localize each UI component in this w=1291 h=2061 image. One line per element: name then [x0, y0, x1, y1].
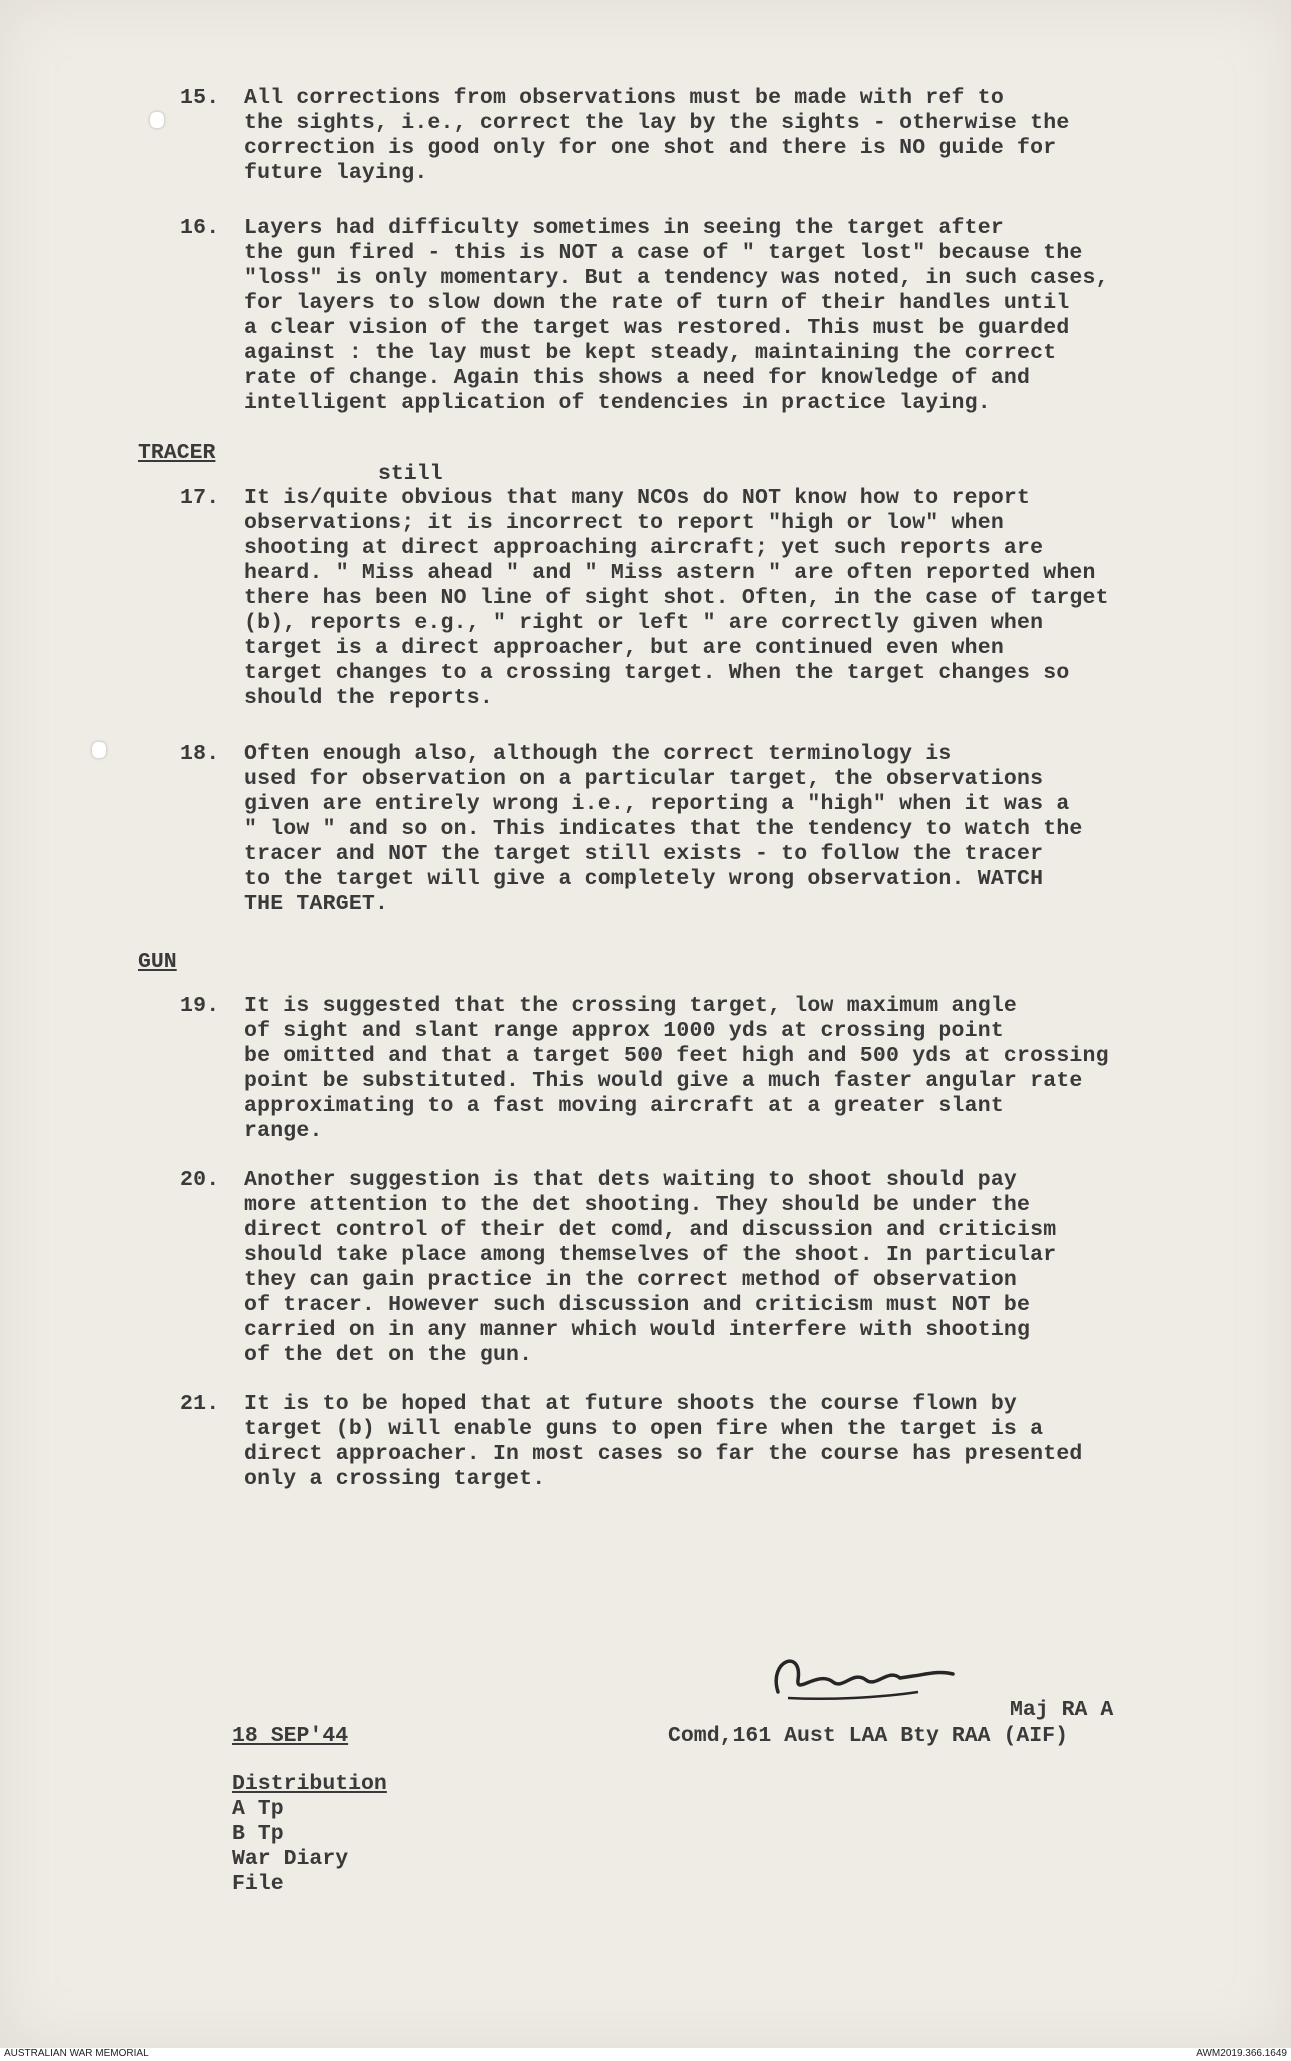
paragraph-text: It is/quite obvious that many NCOs do NOT know how to report observations; it is incorrect to report "high or low" when shooting at direct approaching aircraft; yet such reports are heard. " Miss ahead " and " Miss astern " are often reported when there has been NO line of sight shot. Often, in the case of target (b), reports e.g., " right or left " are correctly given when target is a direct approacher, but are continued even when target changes to a crossing target. When the target changes so should the reports. [244, 486, 1109, 710]
paragraph-number: 15. [180, 86, 220, 110]
paragraph-text: Often enough also, although the correct terminology is used for observation on a particular target, the observations given are entirely wrong i.e., reporting a "high" when it was a " low " and so on. This indicates that the tendency to watch the tracer and NOT the target still exists - to follow the tracer to the target will give a completely wrong observation. WATCH THE TARGET. [244, 742, 1083, 916]
archive-caption [0, 2048, 1291, 2061]
distribution-list [232, 1772, 387, 1897]
paragraph-number: 16. [180, 216, 220, 240]
distribution-item: War Diary [232, 1847, 349, 1871]
distribution-item: File [232, 1872, 284, 1896]
punch-hole [92, 742, 106, 758]
caption-left: AUSTRALIAN WAR MEMORIAL [4, 2048, 149, 2059]
caption-right: AWM2019.366.1649 [1196, 2048, 1287, 2059]
signature [748, 1640, 968, 1710]
paragraph-number: 21. [180, 1392, 220, 1416]
paragraph-text: It is suggested that the crossing target, low maximum angle of sight and slant range approx 1000 yds at crossing point be omitted and that a target 500 feet high and 500 yds at crossing point be substituted. This would give a much faster angular rate approximating to a fast moving aircraft at a greater slant range. [244, 994, 1109, 1143]
distribution-item: A Tp [232, 1797, 284, 1821]
signatory-rank: Maj RA A [1010, 1698, 1114, 1722]
paragraph-number: 20. [180, 1168, 220, 1192]
document-date: 18 SEP'44 [232, 1724, 349, 1748]
paragraph-text: All corrections from observations must be made with ref to the sights, i.e., correct the lay by the sights - otherwise the correction is good only for one shot and there is NO guide for future laying. [244, 86, 1070, 185]
section-heading-tracer: TRACER [138, 441, 216, 465]
handwritten-insertion: still [378, 462, 443, 486]
distribution-item: B Tp [232, 1822, 284, 1846]
punch-hole [150, 112, 164, 128]
section-heading-gun: GUN [138, 950, 177, 974]
distribution-title: Distribution [232, 1772, 387, 1796]
paragraph-number: 17. [180, 486, 220, 510]
paragraph-text: It is to be hoped that at future shoots the course flown by target (b) will enable guns to open fire when the target is a direct approacher. In most cases so far the course has presented only a crossing target. [244, 1392, 1083, 1491]
paragraph-text: Another suggestion is that dets waiting to shoot should pay more attention to the det shooting. They should be under the direct control of their det comd, and discussion and criticism should take place among themselves of the shoot. In particular they can gain practice in the correct method of observation of tracer. However such discussion and criticism must NOT be carried on in any manner which would interfere with shooting of the det on the gun. [244, 1168, 1057, 1367]
paragraph-text: Layers had difficulty sometimes in seeing the target after the gun fired - this is NOT a case of " target lost" because the "loss" is only momentary. But a tendency was noted, in such cases, for layers to slow down the rate of turn of their handles until a clear vision of the target was restored. This must be guarded against : the lay must be kept steady, maintaining the correct rate of change. Again this shows a need for knowledge of and intelligent application of tendencies in practice laying. [244, 216, 1109, 415]
paragraph-number: 19. [180, 994, 220, 1018]
paragraph-number: 18. [180, 742, 220, 766]
signatory-command: Comd,161 Aust LAA Bty RAA (AIF) [668, 1724, 1068, 1748]
